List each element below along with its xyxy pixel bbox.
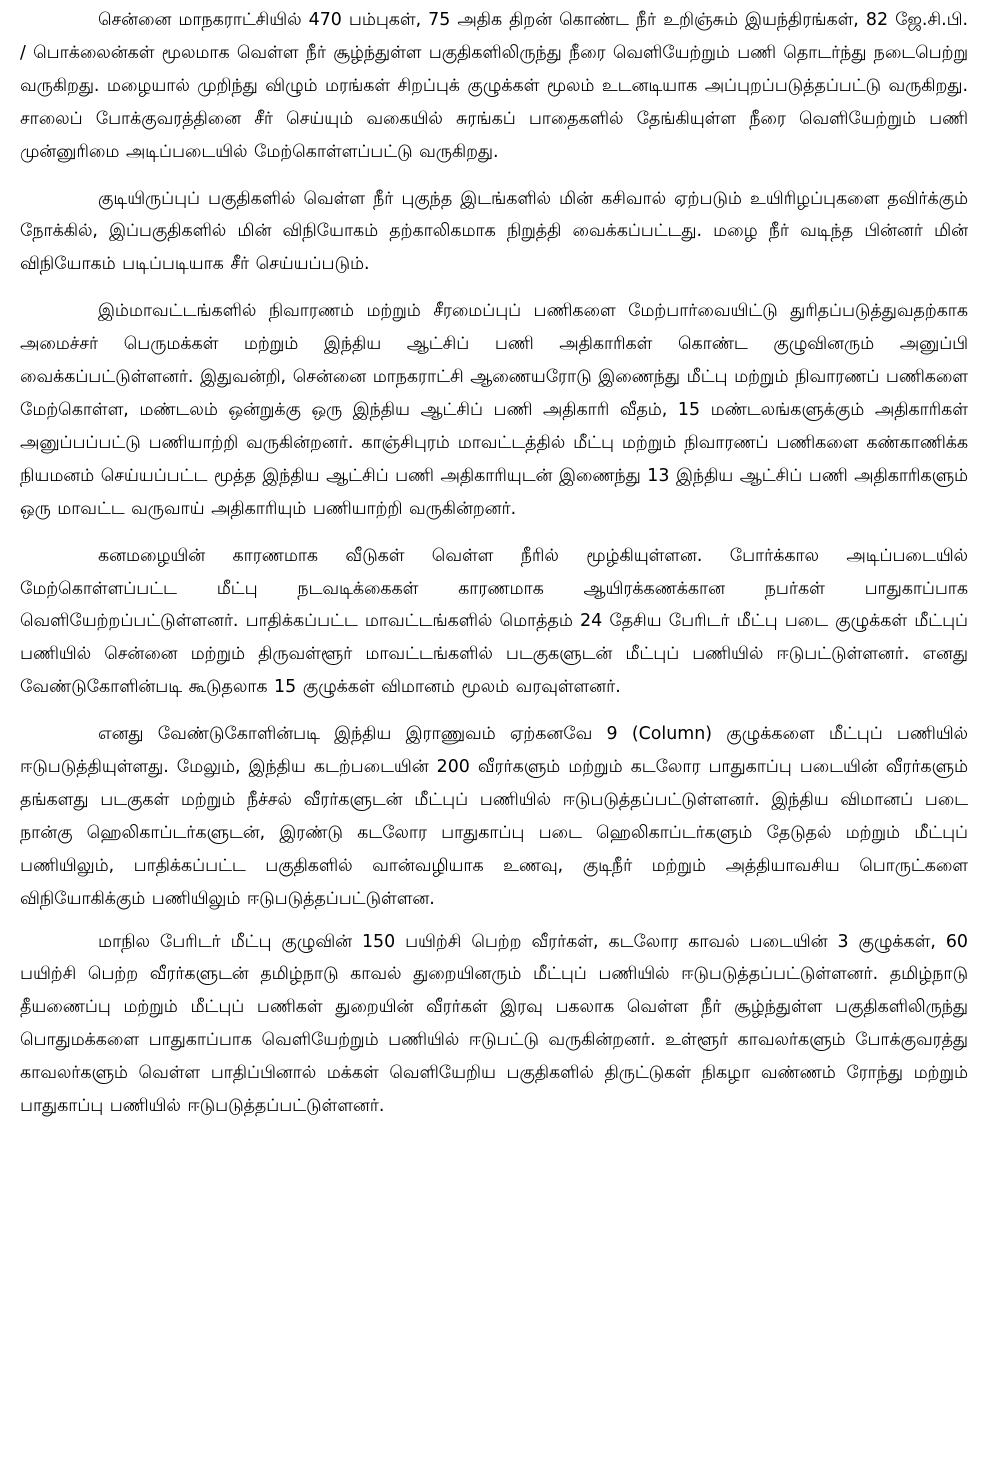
paragraph-ndrf-teams: கனமழையின் காரணமாக வீடுகள் வெள்ள நீரில் மூழ்கியுள்ளன. போர்க்கால அடிப்படையில் மேற்கொள்ளப்பட்ட மீட்பு நடவடிக்கைகள் காரணமாக ஆயிரக்கணக்கான நபர்கள் பாதுகாப்பாக வெளியேற்றப்பட்டுள்ளனர். பாதிக்கப்பட்ட மாவட்டங்களில் மொத்தம் 24 தேசிய பேரிடர் மீட்பு படை குழுக்கள் மீட்புப் பணியில் சென்னை மற்றும் திருவள்ளூர் மாவட்டங்களில் படகுகளுடன் மீட்புப் பணியில் ஈடுபட்டுள்ளனர். எனது வேண்டுகோளின்படி கூடுதலாக 15 குழுக்கள் விமானம் மூலம் வரவுள்ளனர். bbox=[20, 545, 968, 698]
paragraph-power-supply: குடியிருப்புப் பகுதிகளில் வெள்ள நீர் புகுந்த இடங்களில் மின் கசிவால் ஏற்படும் உயிரிழப்புகளை தவிர்க்கும் நோக்கில், இப்பகுதிகளில் மின் விநியோகம் தற்காலிகமாக நிறுத்தி வைக்கப்பட்டது. மழை நீர் வடிந்த பின்னர் மின் விநியோகம் படிப்படியாக சீர் செய்யப்படும். bbox=[20, 188, 968, 275]
document-page bbox=[20, 4, 968, 1137]
paragraph-officers-deployment: இம்மாவட்டங்களில் நிவாரணம் மற்றும் சீரமைப்புப் பணிகளை மேற்பார்வையிட்டு துரிதப்படுத்துவதற்காக அமைச்சர் பெருமக்கள் மற்றும் இந்திய ஆட்சிப் பணி அதிகாரிகள் கொண்ட குழுவினரும் அனுப்பி வைக்கப்பட்டுள்ளனர். இதுவன்றி, சென்னை மாநகராட்சி ஆணையரோடு இணைந்து மீட்பு மற்றும் நிவாரணப் பணிகளை மேற்கொள்ள, மண்டலம் ஒன்றுக்கு ஒரு இந்திய ஆட்சிப் பணி அதிகாரி வீதம், 15 மண்டலங்களுக்கும் அதிகாரிகள் அனுப்பப்பட்டு பணியாற்றி வருகின்றனர். காஞ்சிபுரம் மாவட்டத்தில் மீட்பு மற்றும் நிவாரணப் பணிகளை கண்காணிக்க நியமனம் செய்யப்பட்ட மூத்த இந்திய ஆட்சிப் பணி அதிகாரியுடன் இணைந்து 13 இந்திய ஆட்சிப் பணி அதிகாரிகளும் ஒரு மாவட்ட வருவாய் அதிகாரியும் பணியாற்றி வருகின்றனர். bbox=[20, 301, 968, 519]
paragraph-pumps-and-drainage: சென்னை மாநகராட்சியில் 470 பம்புகள், 75 அதிக திறன் கொண்ட நீர் உறிஞ்சும் இயந்திரங்கள், 82 ஜே.சி.பி. / பொக்லைன்கள் மூலமாக வெள்ள நீர் சூழ்ந்துள்ள பகுதிகளிலிருந்து நீரை வெளியேற்றும் பணி தொடர்ந்து நடைபெற்று வருகிறது. மழையால் முறிந்து விழும் மரங்கள் சிறப்புக் குழுக்கள் மூலம் உடனடியாக அப்புறப்படுத்தப்பட்டு வருகிறது. சாலைப் போக்குவரத்தினை சீர் செய்யும் வகையில் சுரங்கப் பாதைகளில் தேங்கியுள்ள நீரை வெளியேற்றும் பணி முன்னுரிமை அடிப்படையில் மேற்கொள்ளப்பட்டு வருகிறது. bbox=[20, 10, 968, 162]
paragraph-state-rescue-police: மாநில பேரிடர் மீட்பு குழுவின் 150 பயிற்சி பெற்ற வீரர்கள், கடலோர காவல் படையின் 3 குழுக்கள், 60 பயிற்சி பெற்ற வீரர்களுடன் தமிழ்நாடு காவல் துறையினரும் மீட்புப் பணியில் ஈடுபடுத்தப்பட்டுள்ளனர். தமிழ்நாடு தீயணைப்பு மற்றும் மீட்புப் பணிகள் துறையின் வீரர்கள் இரவு பகலாக வெள்ள நீர் சூழ்ந்துள்ள பகுதிகளிலிருந்து பொதுமக்களை பாதுகாப்பாக வெளியேற்றும் பணியில் ஈடுபட்டு வருகின்றனர். உள்ளூர் காவலர்களும் போக்குவரத்து காவலர்களும் வெள்ள பாதிப்பினால் மக்கள் வெளியேறிய பகுதிகளில் திருட்டுகள் நிகழா வண்ணம் ரோந்து மற்றும் பாதுகாப்பு பணியில் ஈடுபடுத்தப்பட்டுள்ளனர். bbox=[20, 931, 968, 1117]
paragraph-army-navy-airforce: எனது வேண்டுகோளின்படி இந்திய இராணுவம் ஏற்கனவே 9 (Column) குழுக்களை மீட்புப் பணியில் ஈடுபடுத்தியுள்ளது. மேலும், இந்திய கடற்படையின் 200 வீரர்களும் மற்றும் கடலோர பாதுகாப்பு படையின் வீரர்களும் தங்களது படகுகள் மற்றும் நீச்சல் வீரர்களுடன் மீட்புப் பணியில் ஈடுபடுத்தப்பட்டுள்ளனர். இந்திய விமானப் படை நான்கு ஹெலிகாப்டர்களுடன், இரண்டு கடலோர பாதுகாப்பு படை ஹெலிகாப்டர்களும் தேடுதல் மற்றும் மீட்புப் பணியிலும், பாதிக்கப்பட்ட பகுதிகளில் வான்வழியாக உணவு, குடிநீர் மற்றும் அத்தியாவசிய பொருட்களை விநியோகிக்கும் பணியிலும் ஈடுபடுத்தப்பட்டுள்ளன. bbox=[20, 724, 968, 909]
